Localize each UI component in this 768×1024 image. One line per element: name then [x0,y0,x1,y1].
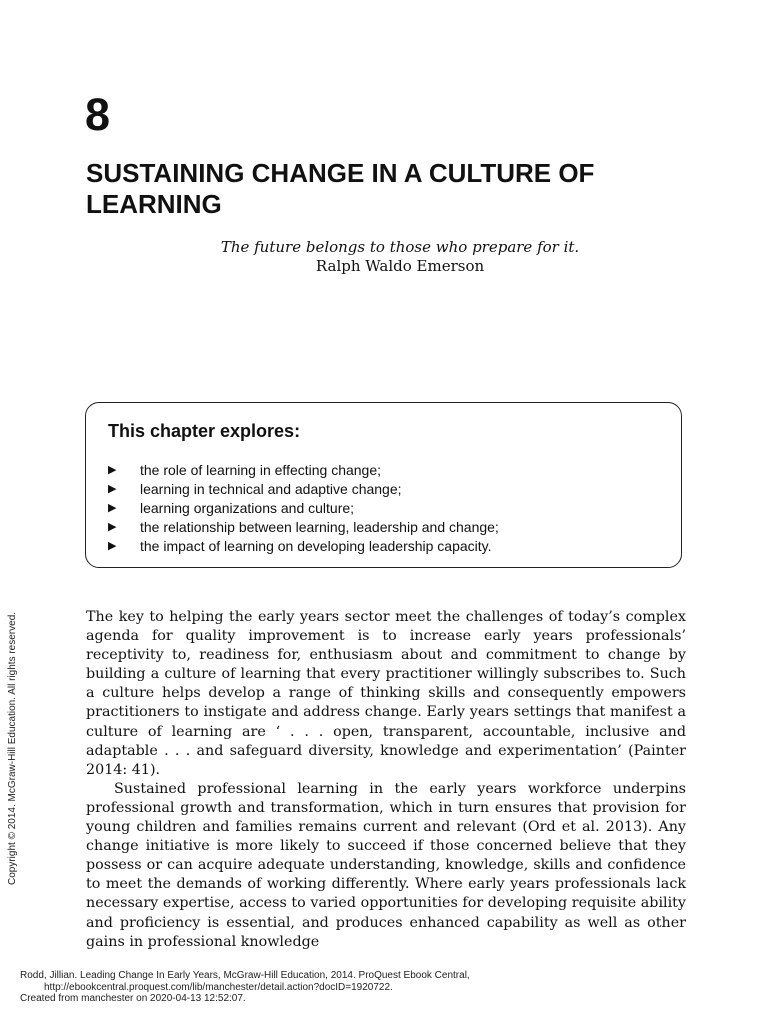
triangle-bullet-icon: ▶ [108,521,117,533]
citation-footer [20,970,760,1005]
list-item: ▶ the relationship between learning, leadership and change; [108,519,499,535]
side-copyright-notice: Copyright © 2014. McGraw-Hill Education. All rights reserved. [7,611,18,885]
explores-list [108,461,499,556]
body-paragraph: Sustained professional learning in the early years workforce underpins professional growth and transformation, which in turn ensures that provision for young children and families remains current and relevant (Ord et al. 2013). Any change initiative is more likely to succeed if those concerned believe that they possess or can acquire adequate understanding, knowledge, skills and confidence to meet the demands of working differently. Where early years professionals lack necessary expertise, access to varied opportunities for developing requisite ability and proficiency is essential, and produces enhanced capability as well as other gains in professional knowledge [86,780,686,950]
chapter-title: SUSTAINING CHANGE IN A CULTURE OF LEARNING [86,158,595,219]
explores-heading: This chapter explores: [108,421,301,441]
triangle-bullet-icon: ▶ [108,464,117,476]
citation-link[interactable]: http://ebookcentral.proquest.com/lib/manchester/detail.action?docID=1920722. [44,981,393,993]
epigraph [150,238,650,276]
list-item: ▶ learning in technical and adaptive change; [108,481,402,497]
citation-line: Rodd, Jillian. Leading Change In Early Years, McGraw-Hill Education, 2014. ProQuest Ebook Central, [20,970,470,981]
triangle-bullet-icon: ▶ [108,540,117,552]
citation-line: Created from manchester on 2020-04-13 12:52:07. [20,993,246,1004]
triangle-bullet-icon: ▶ [108,502,117,514]
epigraph-quote: The future belongs to those who prepare for it. [220,238,580,256]
list-item: ▶ learning organizations and culture; [108,500,355,516]
body-text [86,608,686,952]
body-paragraph: The key to helping the early years sector meet the challenges of today’s complex agenda for quality improvement is to increase early years professionals’ receptivity to, readiness for, enthusiasm about and commitment to change by building a culture of learning that every practitioner willingly subscribes to. Such a culture helps develop a range of thinking skills and consequently empowers practitioners to instigate and address change. Early years settings that manifest a culture of learning are ‘ . . . open, transparent, accountable, inclusive and adaptable . . . and safeguard diversity, knowledge and experimentation’ (Painter 2014: 41). [86,609,686,778]
list-item: ▶ the impact of learning on developing leadership capacity. [108,538,492,554]
list-item: ▶ the role of learning in effecting change; [108,462,382,478]
epigraph-author: Ralph Waldo Emerson [315,257,485,275]
triangle-bullet-icon: ▶ [108,483,117,495]
chapter-number: 8 [85,89,111,140]
chapter-explores-box [85,402,682,568]
